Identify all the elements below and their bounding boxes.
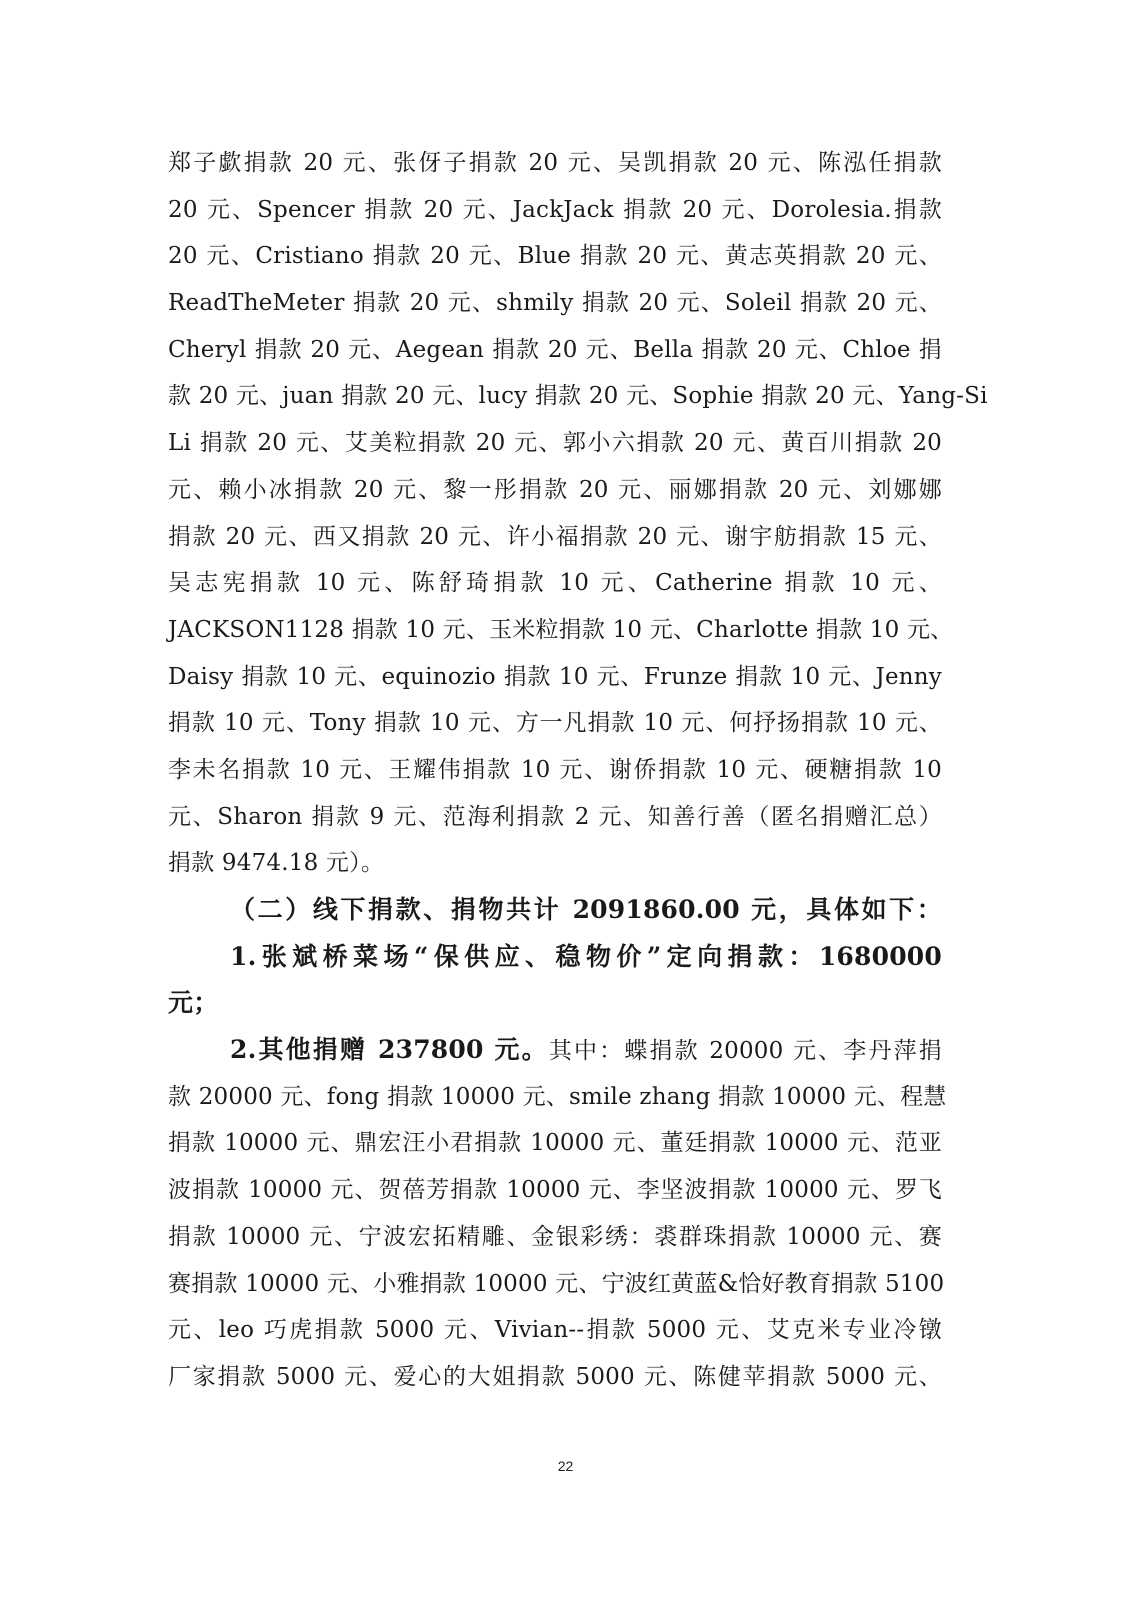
item2-first-text: 其中：蝶捐款 20000 元、李丹萍捐 [548,1038,943,1065]
section-heading: （二）线下捐款、捐物共计 2091860.00 元，具体如下： [230,895,942,924]
body-line: JACKSON1128 捐款 10 元、玉米粒捐款 10 元、Charlotte 捐款 10 元、 [168,616,954,643]
body-line: 厂家捐款 5000 元、爱心的大姐捐款 5000 元、陈健苹捐款 5000 元、 [168,1363,942,1390]
item1-heading-cont: 元； [168,988,219,1018]
body-line: 20 元、Spencer 捐款 20 元、JackJack 捐款 20 元、Dorolesia.捐款 [168,196,942,223]
item2-heading: 2.其他捐赠 237800 元。 [230,1035,549,1065]
page-number: 22 [557,1458,574,1474]
body-line: 元、leo 巧虎捐款 5000 元、Vivian--捐款 5000 元、艾克米专业冷镦 [168,1317,942,1344]
body-line: 郑子歔捐款 20 元、张伢子捐款 20 元、吴凯捐款 20 元、陈泓任捐款 [168,150,942,176]
body-line: 波捐款 10000 元、贺蓓芳捐款 10000 元、李坚波捐款 10000 元、罗飞 [168,1177,942,1204]
item2-first-line [168,1027,942,1074]
body-line: 捐款 20 元、西又捐款 20 元、许小福捐款 20 元、谢宇舫捐款 15 元、 [168,523,942,550]
body-line: 李未名捐款 10 元、王耀伟捐款 10 元、谢侨捐款 10 元、硬糖捐款 10 [168,756,942,783]
body-line: 元、赖小冰捐款 20 元、黎一彤捐款 20 元、丽娜捐款 20 元、刘娜娜 [168,476,942,503]
body-line: 元、Sharon 捐款 9 元、范海利捐款 2 元、知善行善（匿名捐赠汇总） [168,803,942,830]
body-line: 捐款 9474.18 元）。 [168,850,385,877]
body-line: Daisy 捐款 10 元、equinozio 捐款 10 元、Frunze 捐款 10 元、Jenny [168,663,942,690]
body-line: Cheryl 捐款 20 元、Aegean 捐款 20 元、Bella 捐款 20 元、Chloe 捐 [168,336,942,363]
document-body [168,140,988,1401]
body-line: 捐款 10000 元、鼎宏汪小君捐款 10000 元、董廷捐款 10000 元、范亚 [168,1130,942,1157]
body-line: 捐款 10000 元、宁波宏拓精雕、金银彩绣：裘群珠捐款 10000 元、赛 [168,1223,942,1250]
item1-heading: 1.张斌桥菜场“保供应、稳物价”定向捐款：1680000 [230,941,942,971]
body-line: 赛捐款 10000 元、小雅捐款 10000 元、宁波红黄蓝&恰好教育捐款 5100 [168,1270,945,1297]
body-line: 吴志宪捐款 10 元、陈舒琦捐款 10 元、Catherine 捐款 10 元、 [168,570,942,597]
body-line: ReadTheMeter 捐款 20 元、shmily 捐款 20 元、Soleil 捐款 20 元、 [168,290,942,317]
body-line: 款 20 元、juan 捐款 20 元、lucy 捐款 20 元、Sophie 捐款 20 元、Yang-Si [168,383,988,410]
body-line: 20 元、Cristiano 捐款 20 元、Blue 捐款 20 元、黄志英捐款 20 元、 [168,243,942,270]
body-line: 捐款 10 元、Tony 捐款 10 元、方一凡捐款 10 元、何抒扬捐款 10 元、 [168,710,942,737]
body-line: Li 捐款 20 元、艾美粒捐款 20 元、郭小六捐款 20 元、黄百川捐款 20 [168,430,942,457]
body-line: 款 20000 元、fong 捐款 10000 元、smile zhang 捐款 10000 元、程慧 [168,1083,947,1110]
